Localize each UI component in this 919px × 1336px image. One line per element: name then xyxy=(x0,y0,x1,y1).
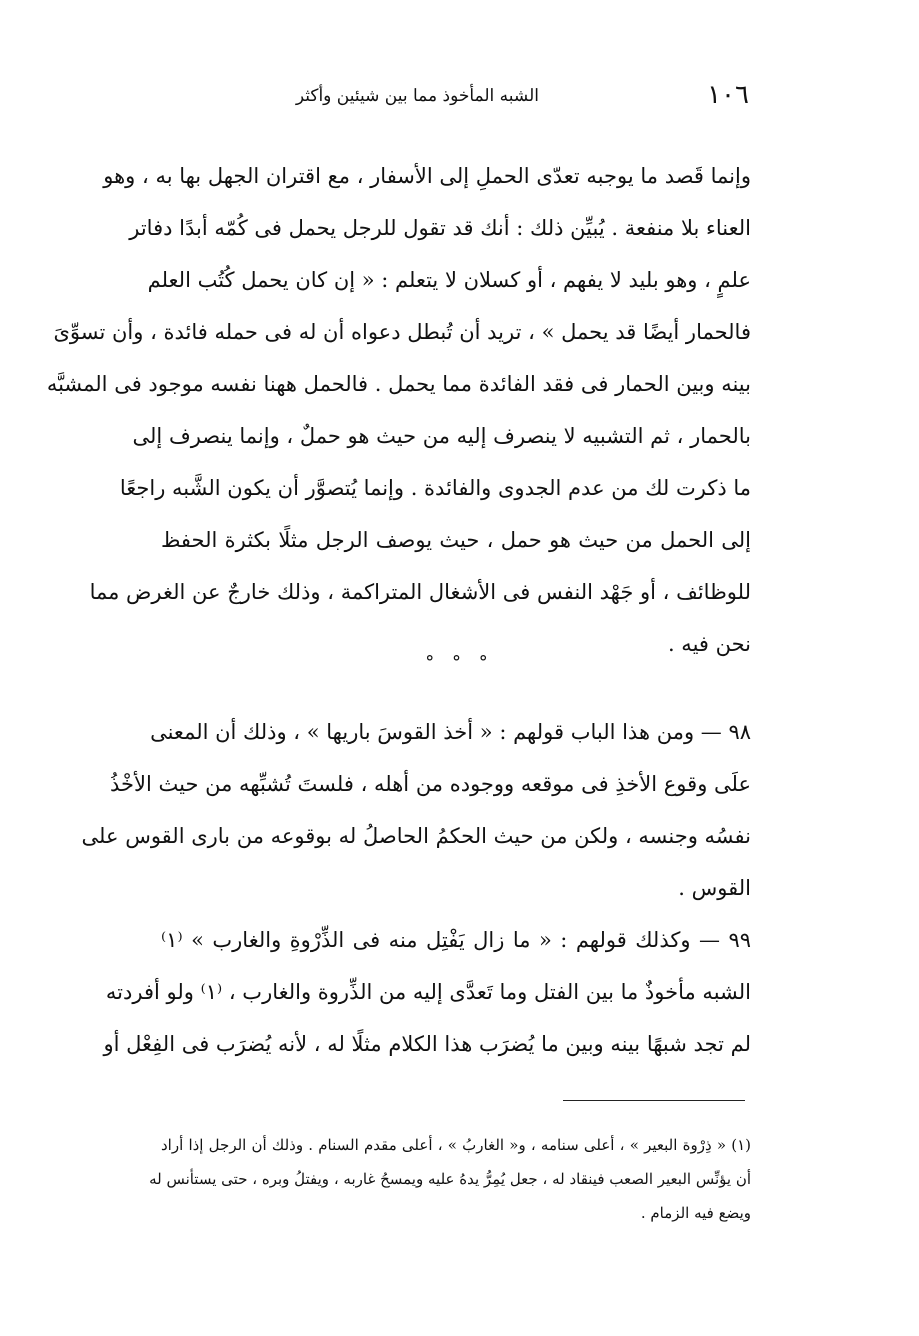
footnote-line: (١) « ذِرْوة البعير » ، أعلى سنامه ، و« الغاربُ » ، أعلى مقدم السنام . وذلك أن الرجل إذا أراد xyxy=(161,1136,751,1154)
text-line: لم تجد شبهًا بينه وبين ما يُضرَب هذا الكلام مثلًا له ، لأنه يُضرَب فى الفِعْل أو xyxy=(103,1032,751,1056)
text-line: للوظائف ، أو جَهْد النفس فى الأشغال المتراكمة ، وذلك خارجٌ عن الغرض مما xyxy=(89,580,751,604)
text-line: إلى الحمل من حيث هو حمل ، حيث يوصف الرجل مثلًا بكثرة الحفظ xyxy=(161,528,751,552)
footnote-line: ويضع فيه الزمام . xyxy=(640,1204,751,1222)
text-line: نحن فيه . xyxy=(667,632,751,656)
text-line: العناء بلا منفعة . يُبيِّن ذلك : أنك قد تقول للرجل يحمل فى كُمّه أبدًا دفاتر xyxy=(129,216,751,240)
footnote-line: أن يؤنِّس البعير الصعب فينقاد له ، جعل يُمِرُّ يدهُ عليه ويمسحُ غاربه ، ويفتلُ وبره ، حتى يستأنس له xyxy=(149,1170,751,1188)
text-line: نفسُه وجنسه ، ولكن من حيث الحكمُ الحاصلُ له بوقوعه من بارى القوس على xyxy=(81,824,751,848)
text-line: ٩٨ — ومن هذا الباب قولهم : « أخذ القوسَ باريها » ، وذلك أن المعنى xyxy=(150,720,751,744)
text-line: علمٍ ، وهو بليد لا يفهم ، أو كسلان لا يتعلم : « إن كان يحمل كُتُب العلم xyxy=(147,268,751,292)
text-line: بينه وبين الحمار فى فقد الفائدة مما يحمل . فالحمل ههنا نفسه موجود فى المشبَّه xyxy=(46,372,751,396)
paragraph-98 xyxy=(81,706,751,914)
footnote-divider xyxy=(563,1100,745,1101)
running-title: الشبه المأخوذ مما بين شيئين وأكثر xyxy=(295,86,539,106)
main-paragraph xyxy=(46,150,751,670)
text-line: ما ذكرت لك من عدم الجدوى والفائدة . وإنما يُتصوَّر أن يكون الشَّبه راجعًا xyxy=(119,476,751,500)
paragraph-99 xyxy=(103,914,751,1070)
text-line: ٩٩ — وكذلك قولهم : « ما زال يَفْتِل منه فى الذِّرْوةِ والغارب » ⁽١⁾ xyxy=(161,928,751,952)
text-line: علَى وقوع الأخذِ فى موقعه ووجوده من أهله ، فلستَ تُشبِّهه من حيث الأخْذُ xyxy=(110,772,751,796)
page-header xyxy=(160,80,749,116)
text-line: الشبه مأخوذٌ ما بين الفتل وما تَعدَّى إليه من الذِّروة والغارب ، ⁽١⁾ ولو أفردته xyxy=(105,980,751,1004)
section-separator: ° ° ° xyxy=(425,652,494,673)
footnotes xyxy=(149,1128,751,1230)
text-line: بالحمار ، ثم التشبيه لا ينصرف إليه من حيث هو حملٌ ، وإنما ينصرف إلى xyxy=(132,424,751,448)
text-line: فالحمار أيضًا قد يحمل » ، تريد أن تُبطل دعواه أن له فى حمله فائدة ، وأن تسوِّىَ xyxy=(53,320,751,344)
page-number: ١٠٦ xyxy=(707,80,749,110)
text-line: القوس . xyxy=(678,876,751,900)
text-line: وإنما قَصد ما يوجبه تعدّى الحملِ إلى الأسفار ، مع اقتران الجهل بها به ، وهو xyxy=(103,164,751,188)
